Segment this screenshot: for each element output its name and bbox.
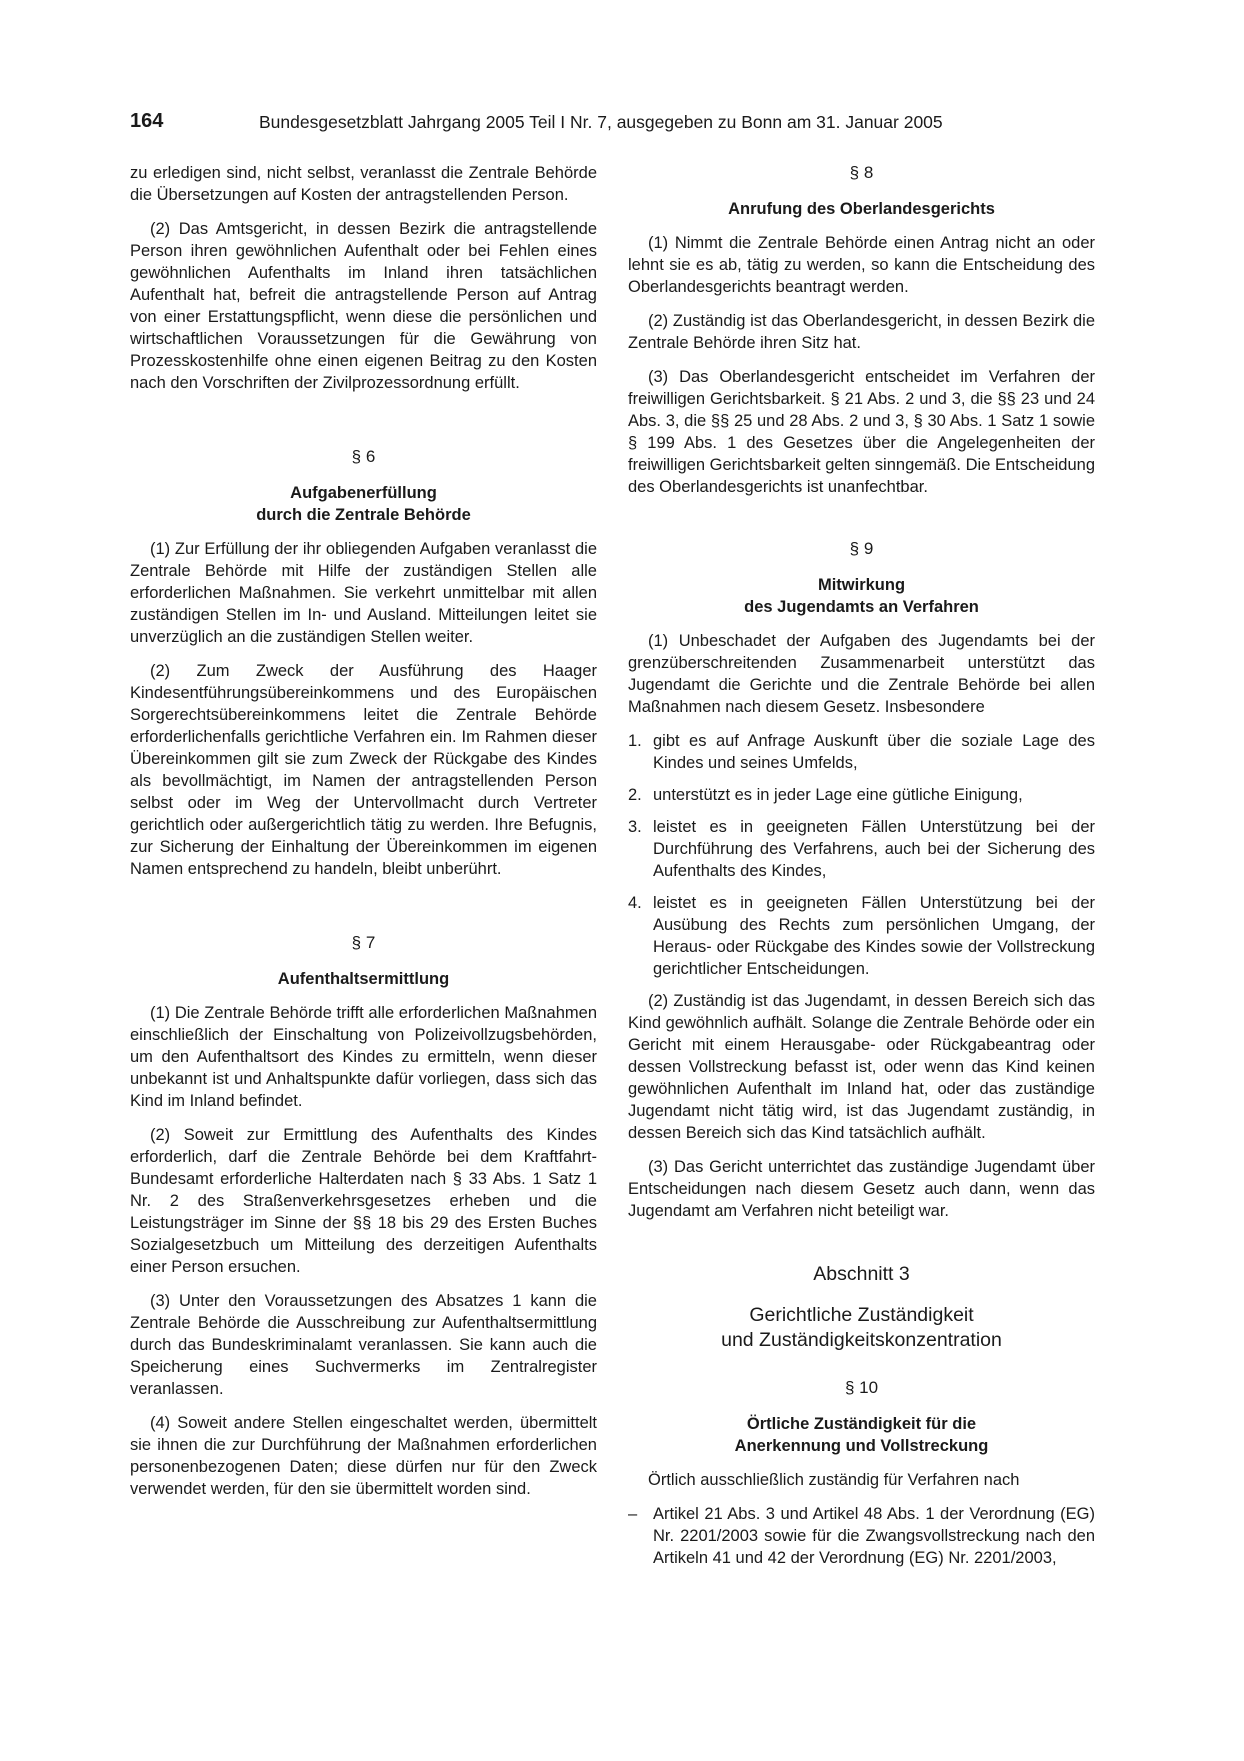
- paragraph-s9-3: (3) Das Gericht unterrichtet das zuständige Jugendamt über Entscheidungen nach diesem Gesetz auch dann, wenn das Jugendamt am Verfahren nicht beteiligt war.: [628, 1158, 1095, 1220]
- right-column: [628, 162, 1095, 1579]
- paragraph-s9-1: (1) Unbeschadet der Aufgaben des Jugendamts bei der grenzüberschreitenden Zusammenarbeit unterstützt das Jugendamt die Gerichte und die Zentrale Behörde bei allen Maßnahmen nach diesem Gesetz. Insbesondere: [628, 632, 1095, 716]
- section-title-6-line-1: Aufgabenerfüllung: [290, 484, 437, 502]
- list-item-dash: –: [628, 1505, 638, 1523]
- list-item: [628, 1503, 1095, 1569]
- list-item-number: 2.: [628, 786, 642, 804]
- paragraph-s7-4: (4) Soweit andere Stellen eingeschaltet werden, übermittelt sie ihnen die zur Durchführung der Maßnahmen erforderlichen personenbezogenen Daten; diese dürfen nur für den Zweck verwendet werden, für den sie übermittelt worden sind.: [130, 1414, 597, 1498]
- paragraph-s7-1: (1) Die Zentrale Behörde trifft alle erforderlichen Maßnahmen einschließlich der Einschaltung von Polizeivollzugsbehörden, um den Aufenthaltsort des Kindes zu ermitteln, wenn dieser unbekannt ist und Anhaltspunkte dafür vorliegen, dass sich das Kind im Inland befindet.: [130, 1004, 597, 1110]
- section-number-9: § 9: [849, 539, 874, 558]
- list-item: [628, 784, 1095, 806]
- list-item-number: 3.: [628, 818, 642, 836]
- running-title: Bundesgesetzblatt Jahrgang 2005 Teil I Nr. 7, ausgegeben zu Bonn am 31. Januar 2005: [259, 112, 943, 132]
- s9-list: [628, 730, 1095, 980]
- paragraph-s8-3: (3) Das Oberlandesgericht entscheidet im Verfahren der freiwilligen Gerichtsbarkeit. § 21 Abs. 2 und 3, die §§ 23 und 24 Abs. 3, die §§ 25 und 28 Abs. 2 und 3, § 30 Abs. 1 Satz 1 sowie § 199 Abs. 1 des Gesetzes über die Angelegenheiten der freiwilligen Gerichtsbarkeit gelten sinngemäß. Die Entscheidung des Oberlandesgerichts ist unanfechtbar.: [628, 368, 1095, 496]
- list-item: [628, 892, 1095, 980]
- section-title-10-line-1: Örtliche Zuständigkeit für die: [746, 1415, 977, 1433]
- page-header: [130, 110, 1110, 140]
- paragraph-s9-2: (2) Zuständig ist das Jugendamt, in dessen Bereich sich das Kind gewöhnlich aufhält. Solange die Zentrale Behörde oder ein Gericht mit einem Herausgabe- oder Rückgabeantrag oder dessen Vollstreckung befasst ist, oder wenn das Kind keinen gewöhnlichen Aufenthalt im Inland hat, oder das zuständige Jugendamt nicht tätig wird, ist das Jugendamt zuständig, in dessen Bereich sich das Kind tatsächlich aufhält.: [628, 992, 1095, 1142]
- section-title-7: Aufenthaltsermittlung: [277, 970, 450, 988]
- paragraph-s7-2: (2) Soweit zur Ermittlung des Aufenthalts des Kindes erforderlich, darf die Zentrale Behörde bei dem Kraftfahrt-Bundesamt erforderliche Halterdaten nach § 33 Abs. 1 Satz 1 Nr. 2 des Straßenverkehrsgesetzes erheben und die Leistungsträger im Sinne der §§ 18 bis 29 des Ersten Buches Sozialgesetzbuch um Mitteilung des derzeitigen Aufenthalts einer Person ersuchen.: [130, 1126, 597, 1276]
- section-number-10: § 10: [844, 1378, 879, 1397]
- list-item-number: 4.: [628, 894, 642, 912]
- section-title-9-line-1: Mitwirkung: [817, 576, 906, 594]
- paragraph-s8-1: (1) Nimmt die Zentrale Behörde einen Antrag nicht an oder lehnt sie es ab, tätig zu werden, so kann die Entscheidung des Oberlandesgerichts beantragt werden.: [628, 234, 1095, 296]
- section-number-8: § 8: [849, 163, 874, 182]
- list-item-text: unterstützt es in jeder Lage eine gütliche Einigung,: [653, 786, 1023, 804]
- section-number-7: § 7: [351, 933, 376, 952]
- section-title-8: Anrufung des Oberlandesgerichts: [728, 200, 995, 218]
- list-item-text: leistet es in geeigneten Fällen Unterstützung bei der Durchführung des Verfahrens, auch bei der Sicherung des Aufenthalts des Kindes,: [653, 818, 1095, 880]
- paragraph-s10-1: Örtlich ausschließlich zuständig für Verfahren nach: [648, 1471, 1020, 1489]
- paragraph-s6-1: (1) Zur Erfüllung der ihr obliegenden Aufgaben veranlasst die Zentrale Behörde mit Hilfe der zuständigen Stellen alle erforderlichen Maßnahmen. Sie verkehrt unmittelbar mit allen zuständigen Stellen im In- und Ausland. Mitteilungen leitet sie unverzüglich an die zuständigen Stellen weiter.: [130, 540, 597, 646]
- abschnitt-heading: Abschnitt 3: [813, 1263, 910, 1285]
- paragraph-s8-2: (2) Zuständig ist das Oberlandesgericht, in dessen Bezirk die Zentrale Behörde ihren Sitz hat.: [628, 312, 1095, 352]
- section-title-10: [628, 1413, 1095, 1457]
- section-title-6: [130, 482, 597, 526]
- paragraph-s6-2: (2) Zum Zweck der Ausführung des Haager Kindesentführungsübereinkommens und des Europäischen Sorgerechtsübereinkommens leitet die Zentrale Behörde erforderlichenfalls gerichtliche Verfahren ein. Im Rahmen dieser Übereinkommen gilt sie zum Zweck der Rückgabe des Kindes als bevollmächtigt, im Namen der antragstellenden Person selbst oder im Weg der Untervollmacht durch Vertreter gerichtlich oder außergerichtlich tätig zu werden. Ihre Befugnis, zur Sicherung der Einhaltung der Übereinkommen im eigenen Namen entsprechend zu handeln, bleibt unberührt.: [130, 662, 597, 878]
- paragraph-continued: zu erledigen sind, nicht selbst, veranlasst die Zentrale Behörde die Übersetzungen auf Kosten der antragstellenden Person.: [130, 164, 597, 204]
- section-title-9: [628, 574, 1095, 618]
- list-item-text: Artikel 21 Abs. 3 und Artikel 48 Abs. 1 der Verordnung (EG) Nr. 2201/2003 sowie für die Zwangsvollstreckung nach den Artikeln 41 und 42 der Verordnung (EG) Nr. 2201/2003,: [653, 1505, 1095, 1567]
- paragraph-s7-3: (3) Unter den Voraussetzungen des Absatzes 1 kann die Zentrale Behörde die Ausschreibung zur Aufenthaltsermittlung durch das Bundeskriminalamt veranlassen. Sie kann auch die Speicherung eines Suchvermerks im Zentralregister veranlassen.: [130, 1292, 597, 1398]
- abschnitt-title-line-1: Gerichtliche Zuständigkeit: [749, 1304, 974, 1326]
- abschnitt-title: [628, 1303, 1095, 1353]
- page-number: 164: [130, 110, 164, 132]
- paragraph-s5-2: (2) Das Amtsgericht, in dessen Bezirk die antragstellende Person ihren gewöhnlichen Aufenthalt oder bei Fehlen eines gewöhnlichen Aufenthalts im Inland ihren tatsächlichen Aufenthalt hat, befreit die antragstellende Person auf Antrag von einer Erstattungspflicht, wenn diese die persönlichen und wirtschaftlichen Voraussetzungen für die Gewährung von Prozesskostenhilfe ohne einen eigenen Beitrag zu den Kosten nach den Vorschriften der Zivilprozessordnung erfüllt.: [130, 220, 597, 392]
- section-title-10-line-2: Anerkennung und Vollstreckung: [734, 1437, 989, 1455]
- section-title-9-line-2: des Jugendamts an Verfahren: [744, 598, 979, 616]
- list-item-number: 1.: [628, 732, 642, 750]
- section-number-6: § 6: [351, 447, 376, 466]
- abschnitt-title-line-2: und Zuständigkeitskonzentration: [721, 1329, 1002, 1351]
- list-item: [628, 816, 1095, 882]
- list-item-text: gibt es auf Anfrage Auskunft über die soziale Lage des Kindes und seines Umfelds,: [653, 732, 1095, 772]
- list-item-text: leistet es in geeigneten Fällen Unterstützung bei der Ausübung des Rechts zum persönlichen Umgang, der Heraus- oder Rückgabe des Kindes sowie der Vollstreckung gerichtlicher Entscheidungen.: [653, 894, 1095, 978]
- list-item: [628, 730, 1095, 774]
- left-column: [130, 162, 597, 1512]
- section-title-6-line-2: durch die Zentrale Behörde: [256, 506, 471, 524]
